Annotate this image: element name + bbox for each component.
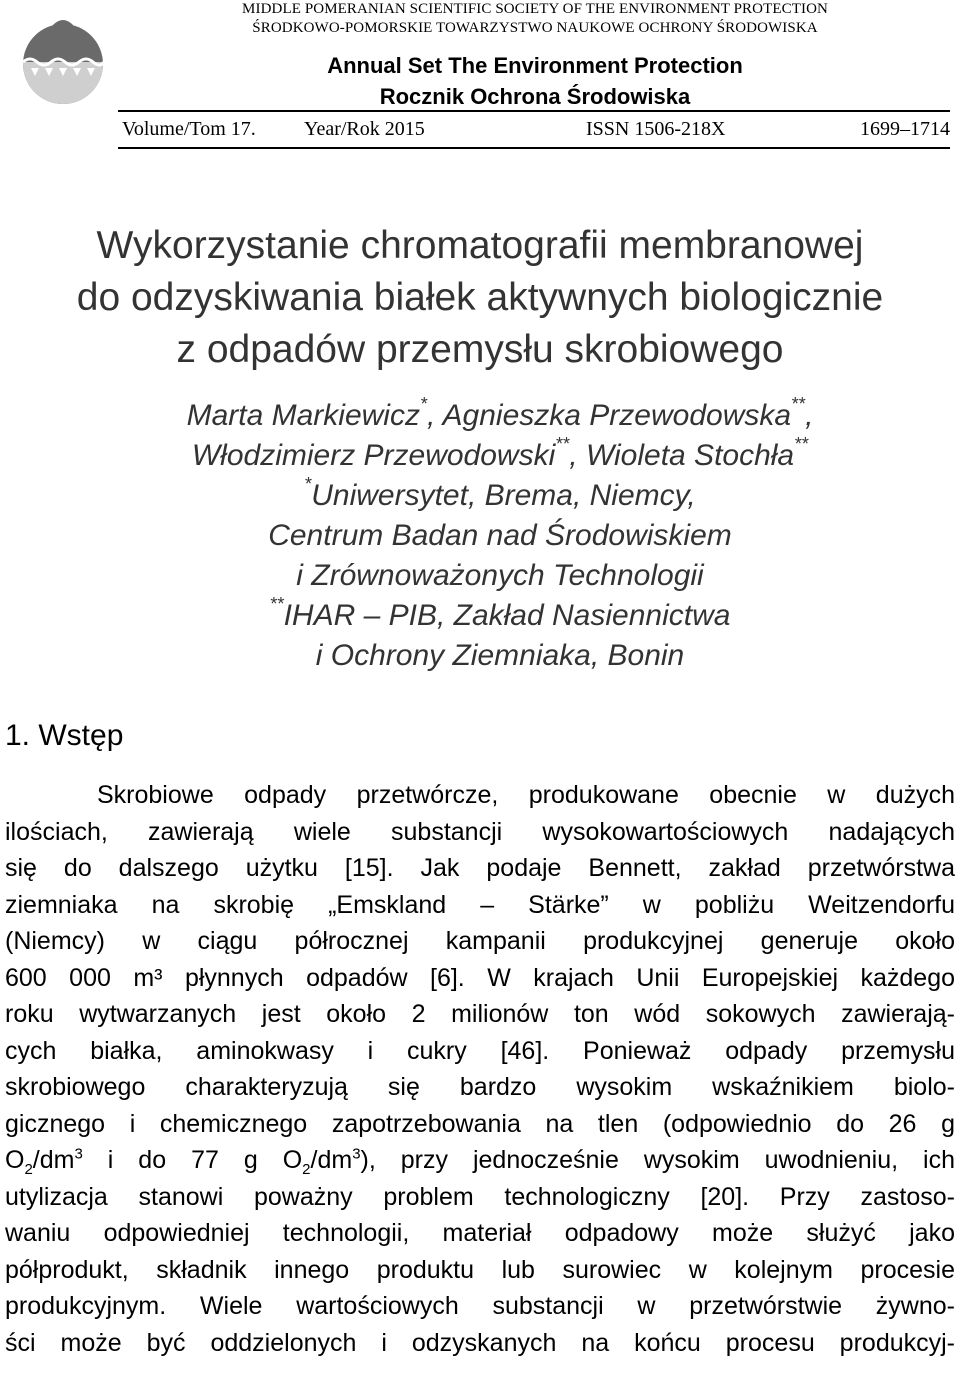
affiliation-text: IHAR – PIB, Zakład Nasiennictwa bbox=[283, 599, 731, 632]
paragraph-line: półprodukt, składnik innego produktu lub surowiec w kolejnym procesie bbox=[5, 1255, 955, 1284]
affiliation-mark: * bbox=[304, 474, 312, 494]
volume-label: Volume/Tom 17. bbox=[122, 118, 256, 140]
paragraph-line bbox=[5, 1142, 955, 1179]
society-name-pl: ŚRODKOWO-POMORSKIE TOWARZYSTWO NAUKOWE OCHRONY ŚRODOWISKA bbox=[252, 20, 818, 36]
affiliation-line bbox=[40, 476, 960, 516]
affiliation-mark: ** bbox=[791, 394, 806, 414]
affiliation-line: i Zrównoważonych Technologii bbox=[296, 559, 704, 592]
paragraph-line: ziemniaka na skrobię „Emskland – Stärke” w pobliżu Weitzendorfu bbox=[5, 890, 955, 919]
author-name: Marta Markiewicz bbox=[186, 399, 420, 432]
society-name-en: MIDDLE POMERANIAN SCIENTIFIC SOCIETY OF THE ENVIRONMENT PROTECTION bbox=[242, 1, 828, 17]
society-logo bbox=[22, 12, 104, 110]
author-name: Włodzimierz Przewodowski bbox=[191, 439, 556, 472]
paragraph-line: (Niemcy) w ciągu półrocznej kampanii produkcyjnej generuje około bbox=[5, 927, 955, 955]
title-line: Wykorzystanie chromatografii membranowej bbox=[96, 224, 864, 267]
title-line: do odzyskiwania białek aktywnych biologicznie bbox=[76, 276, 884, 319]
authors-block bbox=[40, 396, 960, 676]
header-top-rule bbox=[118, 110, 950, 112]
header-bottom-rule bbox=[118, 147, 950, 149]
superscript: 3 bbox=[74, 1145, 83, 1163]
affiliation-mark: ** bbox=[555, 434, 570, 454]
subscript: 2 bbox=[24, 1161, 33, 1178]
journal-name-en: Annual Set The Environment Protection bbox=[327, 53, 743, 78]
paragraph-line: produkcyjnym. Wiele wartościowych substancji w przetwórstwie żywno- bbox=[5, 1292, 955, 1320]
paragraph-line: gicznego i chemicznego zapotrzebowania na tlen (odpowiednio do 26 g bbox=[5, 1109, 955, 1138]
affiliation-mark: ** bbox=[269, 594, 284, 614]
affiliation-mark: * bbox=[419, 394, 427, 414]
affiliation-line: i Ochrony Ziemniaka, Bonin bbox=[315, 639, 685, 672]
pages-label: 1699–1714 bbox=[860, 118, 950, 140]
author-name: , Wioleta Stochła bbox=[569, 439, 795, 472]
society-name bbox=[120, 0, 950, 38]
title-line: z odpadów przemysłu skrobiowego bbox=[176, 328, 784, 371]
paragraph-line: skrobiowego charakteryzują się bardzo wysokim wskaźnikiem biolo- bbox=[5, 1073, 955, 1101]
affiliation-mark: ** bbox=[794, 434, 809, 454]
affiliation-text: Uniwersytet, Brema, Niemcy, bbox=[311, 479, 696, 512]
subscript: 2 bbox=[302, 1161, 311, 1178]
authors-line-2 bbox=[40, 436, 960, 476]
section-heading: 1. Wstęp bbox=[5, 719, 124, 752]
intro-paragraph bbox=[5, 777, 955, 1361]
author-separator: , bbox=[805, 399, 814, 432]
issue-meta bbox=[120, 114, 950, 144]
journal-name bbox=[120, 50, 950, 112]
paragraph-line: ilościach, zawierają wiele substancji wysokowartościowych nadających bbox=[5, 817, 955, 846]
formula-text: /dm bbox=[32, 1146, 75, 1174]
paragraph-line: 600 000 m³ płynnych odpadów [6]. W krajach Unii Europejskiej każdego bbox=[5, 963, 955, 992]
paragraph-line: się do dalszego użytku [15]. Jak podaje Bennett, zakład przetwórstwa bbox=[5, 854, 955, 882]
formula-text: ), przy jednocześnie wysokim uwodnieniu, ich bbox=[360, 1146, 955, 1174]
paragraph-line: ści może być oddzielonych i odzyskanych na końcu procesu produkcyj- bbox=[5, 1328, 955, 1357]
affiliation-line: Centrum Badan nad Środowiskiem bbox=[268, 519, 732, 552]
paragraph-line: cych białka, aminokwasy i cukry [46]. Ponieważ odpady przemysłu bbox=[5, 1036, 955, 1065]
superscript: 3 bbox=[352, 1145, 361, 1163]
author-name: , Agnieszka Przewodowska bbox=[426, 399, 792, 432]
formula-text: /dm bbox=[310, 1146, 353, 1174]
year-label: Year/Rok 2015 bbox=[304, 118, 425, 140]
article-title bbox=[0, 220, 960, 376]
journal-name-pl: Rocznik Ochrona Środowiska bbox=[379, 84, 691, 109]
paragraph-line: utylizacja stanowi poważny problem technologiczny [20]. Przy zastoso- bbox=[5, 1182, 955, 1211]
affiliation-line bbox=[40, 596, 960, 636]
paragraph-line: waniu odpowiedniej technologii, materiał odpadowy może służyć jako bbox=[5, 1219, 955, 1247]
formula-text: i do 77 g O bbox=[82, 1146, 303, 1174]
issn-label: ISSN 1506-218X bbox=[586, 118, 726, 140]
formula-text: O bbox=[5, 1146, 25, 1174]
authors-line-1 bbox=[40, 396, 960, 436]
paragraph-line: Skrobiowe odpady przetwórcze, produkowane obecnie w dużych bbox=[97, 781, 955, 809]
paragraph-line: roku wytwarzanych jest około 2 milionów ton wód sokowych zawierają- bbox=[5, 1000, 955, 1028]
